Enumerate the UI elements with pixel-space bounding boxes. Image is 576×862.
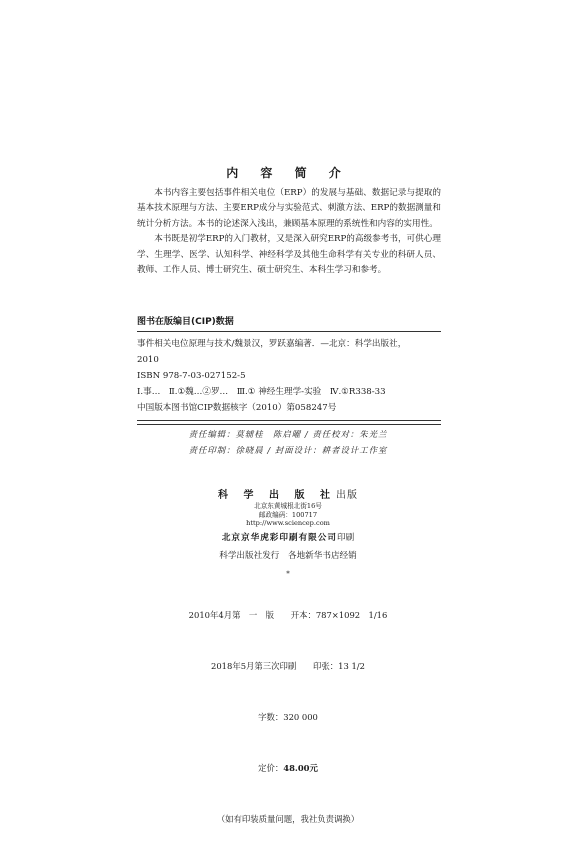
edition-block [0,573,576,862]
distribution-line: 科学出版社发行 各地新华书店经销 [219,550,357,561]
price-value: 48.00元 [283,763,318,773]
cip-top-rule [137,331,441,332]
publisher-name: 科 学 出 版 社 [218,490,336,501]
word-count: 字数：320 000 [258,712,318,722]
publisher-name-suffix: 出版 [335,490,358,501]
price-line [0,760,576,777]
quality-notice: （如有印装质量问题，我社负责调换） [216,814,360,824]
publisher-website: http://www.sciencep.com [246,519,330,527]
cip-bottom-rule [137,420,441,421]
cip-heading: 图书在版编目(CIP)数据 [137,317,234,327]
intro-paragraph-1: 本书内容主要包括事件相关电位（ERP）的发展与基础、数据记录与提取的基本技术原理与方法、主要ERP成分与实验范式、刺激方法、ERP的数据测量和统计分析方法。本书的论述深入浅出，兼顾基本原理的系统性和内容的实用性。 [137,188,441,229]
printer-suffix: 印刷 [336,532,355,543]
printing-line: 2018年5月第三次印刷 印张：13 1/2 [211,661,365,671]
cip-line-year: 2010 [137,355,159,365]
separator-star: * [286,569,290,578]
printer-line [0,532,576,544]
intro-section [137,186,441,278]
price-label: 定价： [258,763,284,773]
publisher-postcode: 邮政编码：100717 [258,510,318,519]
printer-name: 北京京华虎彩印刷有限公司 [221,532,337,543]
intro-title: 内 容 简 介 [226,166,350,180]
cip-header [137,314,441,330]
cip-record-number: 中国版本图书馆CIP数据核字（2010）第058247号 [137,403,337,413]
publisher-address: 北京东黄城根北街16号 [254,502,322,510]
cip-line-title: 事件相关电位原理与技术/魏景汉，罗跃嘉编著．—北京：科学出版社， [137,339,407,349]
credits-editors: 责任编辑：莫辅桂 陈启曜 / 责任校对：朱光兰 [188,429,388,439]
cip-record [137,336,441,416]
publisher-name-line [0,490,576,502]
publisher-block [0,490,576,580]
edition-line: 2010年4月第 一 版 开本：787×1092 1/16 [188,610,388,620]
cip-classification: Ⅰ.事… Ⅱ.①魏…②罗… Ⅲ.① 神经生理学-实验 Ⅳ.①R338-33 [137,387,386,397]
intro-paragraph-2: 本书既是初学ERP的入门教材，又是深入研究ERP的高级参考书，可供心理学、生理学、医学、认知科学、神经科学及其他生命科学有关专业的科研人员、教师、工作人员、博士研究生、硕士研究生、本科生学习和参考。 [137,234,441,276]
cip-bottom-rule-2 [137,424,441,425]
credits-production: 责任印制：徐晓晨 / 封面设计：耕者设计工作室 [188,445,388,455]
cip-isbn: ISBN 978-7-03-027152-5 [137,371,246,381]
